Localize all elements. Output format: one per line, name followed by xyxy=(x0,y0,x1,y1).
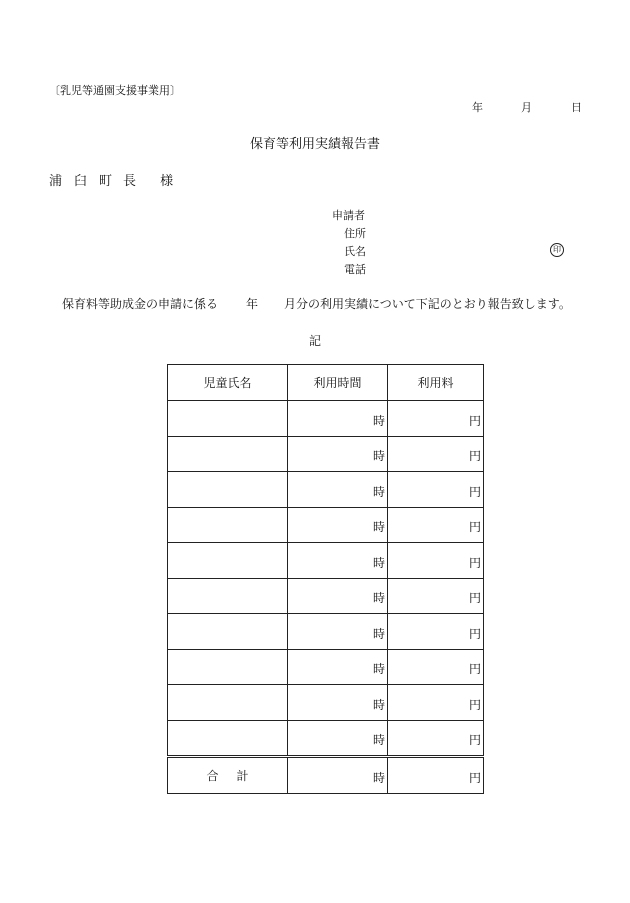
usage-fee-cell[interactable] xyxy=(388,543,484,579)
child-name-cell[interactable] xyxy=(168,720,288,757)
child-name-cell[interactable] xyxy=(168,507,288,543)
total-fee-cell[interactable] xyxy=(388,757,484,794)
usage-hours-cell[interactable] xyxy=(288,507,388,543)
usage-fee-cell[interactable] xyxy=(388,436,484,472)
usage-hours-cell[interactable] xyxy=(288,436,388,472)
header-child-name: 児童氏名 xyxy=(168,365,288,401)
hours-unit: 時 xyxy=(372,413,385,428)
hours-unit: 時 xyxy=(372,591,385,605)
usage-fee-cell[interactable] xyxy=(388,614,484,650)
hours-unit: 時 xyxy=(372,626,385,641)
fee-unit: 円 xyxy=(468,733,481,747)
usage-hours-cell[interactable] xyxy=(288,401,388,437)
hours-unit: 時 xyxy=(372,484,385,499)
total-label: 合計 xyxy=(168,757,288,794)
usage-fee-cell[interactable] xyxy=(388,401,484,437)
table-row xyxy=(168,649,484,685)
child-name-cell[interactable] xyxy=(168,543,288,579)
usage-hours-cell[interactable] xyxy=(288,685,388,721)
ki-label: 記 xyxy=(309,334,322,348)
addressee-char-4: 長 xyxy=(123,174,137,189)
form-category-label: 〔乳児等通園支援事業用〕 xyxy=(49,84,181,97)
child-name-cell[interactable] xyxy=(168,472,288,508)
applicant-phone-label: 電話 xyxy=(344,263,366,276)
fee-unit: 円 xyxy=(468,697,481,712)
hours-unit: 時 xyxy=(372,449,385,463)
table-row xyxy=(168,401,484,437)
child-name-cell[interactable] xyxy=(168,614,288,650)
hours-unit: 時 xyxy=(372,555,385,570)
usage-fee-cell[interactable] xyxy=(388,472,484,508)
table-row xyxy=(168,507,484,543)
addressee-char-1: 浦 xyxy=(49,174,63,189)
usage-hours-cell[interactable] xyxy=(288,472,388,508)
applicant-label: 申請者 xyxy=(332,209,365,222)
fee-unit: 円 xyxy=(468,449,481,463)
applicant-name-label: 氏名 xyxy=(344,245,366,258)
hours-unit: 時 xyxy=(372,770,385,785)
hours-unit: 時 xyxy=(372,662,385,676)
usage-hours-cell[interactable] xyxy=(288,543,388,579)
usage-fee-cell[interactable] xyxy=(388,578,484,614)
table-total-row xyxy=(168,757,484,794)
total-hours-cell[interactable] xyxy=(288,757,388,794)
table-row xyxy=(168,472,484,508)
usage-fee-cell[interactable] xyxy=(388,507,484,543)
date-day-label: 日 xyxy=(571,101,582,114)
addressee-char-3: 町 xyxy=(99,174,113,189)
usage-hours-cell[interactable] xyxy=(288,649,388,685)
applicant-address-label: 住所 xyxy=(344,227,366,240)
table-header-row xyxy=(168,365,484,401)
fee-unit: 円 xyxy=(468,484,481,499)
applicant-block xyxy=(332,207,366,279)
statement-part-2: 月分の利用実績について下記のとおり報告致します。 xyxy=(284,297,571,311)
usage-fee-cell[interactable] xyxy=(388,720,484,757)
child-name-cell[interactable] xyxy=(168,436,288,472)
fee-unit: 円 xyxy=(468,591,481,605)
child-name-cell[interactable] xyxy=(168,649,288,685)
usage-fee-cell[interactable] xyxy=(388,649,484,685)
usage-fee-cell[interactable] xyxy=(388,685,484,721)
hours-unit: 時 xyxy=(372,520,385,534)
fee-unit: 円 xyxy=(468,555,481,570)
child-name-cell[interactable] xyxy=(168,401,288,437)
table-row xyxy=(168,614,484,650)
usage-hours-cell[interactable] xyxy=(288,578,388,614)
fee-unit: 円 xyxy=(468,662,481,676)
child-name-cell[interactable] xyxy=(168,578,288,614)
addressee-honorific: 様 xyxy=(160,174,174,189)
fee-unit: 円 xyxy=(468,770,481,785)
table-row xyxy=(168,578,484,614)
fee-unit: 円 xyxy=(468,626,481,641)
statement-year: 年 xyxy=(246,297,259,311)
date-month-label: 月 xyxy=(521,101,532,114)
fee-unit: 円 xyxy=(468,413,481,428)
document-title: 保育等利用実績報告書 xyxy=(249,137,380,152)
usage-hours-cell[interactable] xyxy=(288,720,388,757)
usage-hours-cell[interactable] xyxy=(288,614,388,650)
seal-mark-icon: 印 xyxy=(550,243,564,257)
header-usage-fee: 利用料 xyxy=(388,365,484,401)
fee-unit: 円 xyxy=(468,520,481,534)
hours-unit: 時 xyxy=(372,697,385,712)
table-row xyxy=(168,543,484,579)
addressee xyxy=(49,170,173,189)
table-row xyxy=(168,720,484,757)
statement-part-1: 保育料等助成金の申請に係る xyxy=(62,297,219,311)
table-row xyxy=(168,685,484,721)
child-name-cell[interactable] xyxy=(168,685,288,721)
header-usage-hours: 利用時間 xyxy=(288,365,388,401)
date-year-label: 年 xyxy=(472,101,483,114)
hours-unit: 時 xyxy=(372,733,385,747)
table-row xyxy=(168,436,484,472)
usage-report-table xyxy=(167,364,484,794)
statement-text xyxy=(62,295,571,312)
addressee-char-2: 臼 xyxy=(74,174,88,189)
